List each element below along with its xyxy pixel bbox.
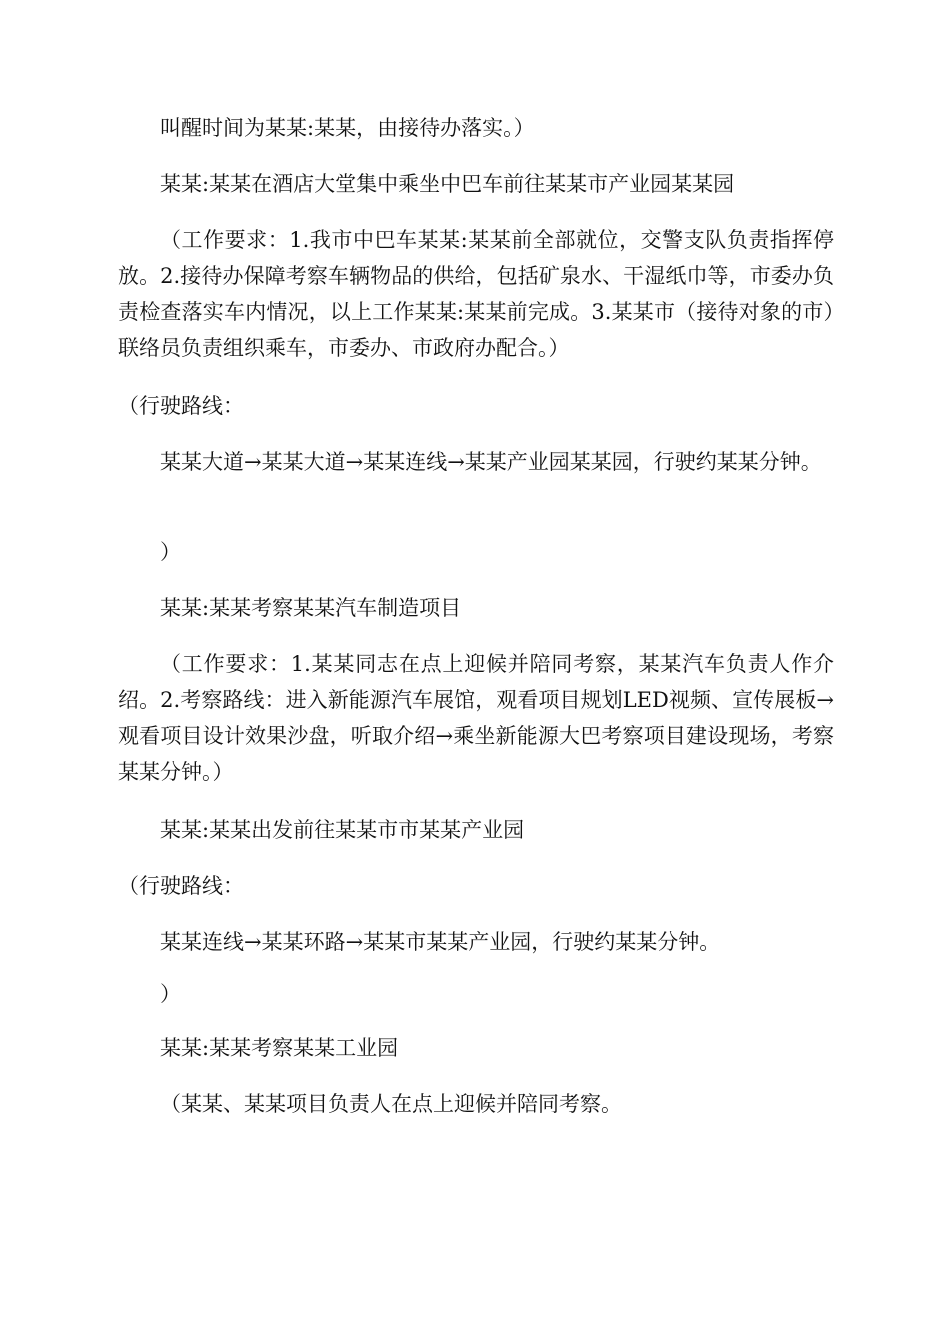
paragraph-route-close-1: ） (160, 540, 181, 564)
paragraph-route-2: 某某连线→某某环路→某某市某某产业园，行驶约某某分钟。 (160, 930, 721, 954)
paragraph-auto-project-visit: 某某:某某考察某某汽车制造项目 (160, 596, 462, 620)
paragraph-industrial-park-visit: 某某:某某考察某某工业园 (160, 1036, 399, 1060)
paragraph-hotel-departure: 某某:某某在酒店大堂集中乘坐中巴车前往某某市产业园某某园 (160, 172, 735, 196)
paragraph-wakeup-time: 叫醒时间为某某:某某，由接待办落实。） (160, 116, 535, 140)
paragraph-work-requirements-2: （工作要求：1.某某同志在点上迎候并陪同考察，某某汽车负责人作介绍。2.考察路线：进入新能源汽车展馆，观看项目规划LED视频、宣传展板→观看项目设计效果沙盘，听取介绍→乘坐新能源大巴考察项目建设现场，考察某某分钟。） (118, 652, 834, 784)
paragraph-route-close-2: ） (160, 982, 181, 1006)
paragraph-route-label-2: （行驶路线： (118, 874, 244, 898)
paragraph-route-1: 某某大道→某某大道→某某连线→某某产业园某某园，行驶约某某分钟。 (160, 450, 822, 474)
paragraph-work-requirements-1: （工作要求：1.我市中巴车某某:某某前全部就位，交警支队负责指挥停放。2.接待办保障考察车辆物品的供给，包括矿泉水、干湿纸巾等，市委办负责检查落实车内情况，以上工作某某:某某前完成。3.某某市（接待对象的市）联络员负责组织乘车，市委办、市政府办配合。） (118, 228, 834, 360)
paragraph-route-label-1: （行驶路线： (118, 394, 244, 418)
paragraph-project-leaders: （某某、某某项目负责人在点上迎候并陪同考察。 (160, 1092, 622, 1116)
paragraph-departure-industrial-park: 某某:某某出发前往某某市市某某产业园 (160, 818, 525, 842)
